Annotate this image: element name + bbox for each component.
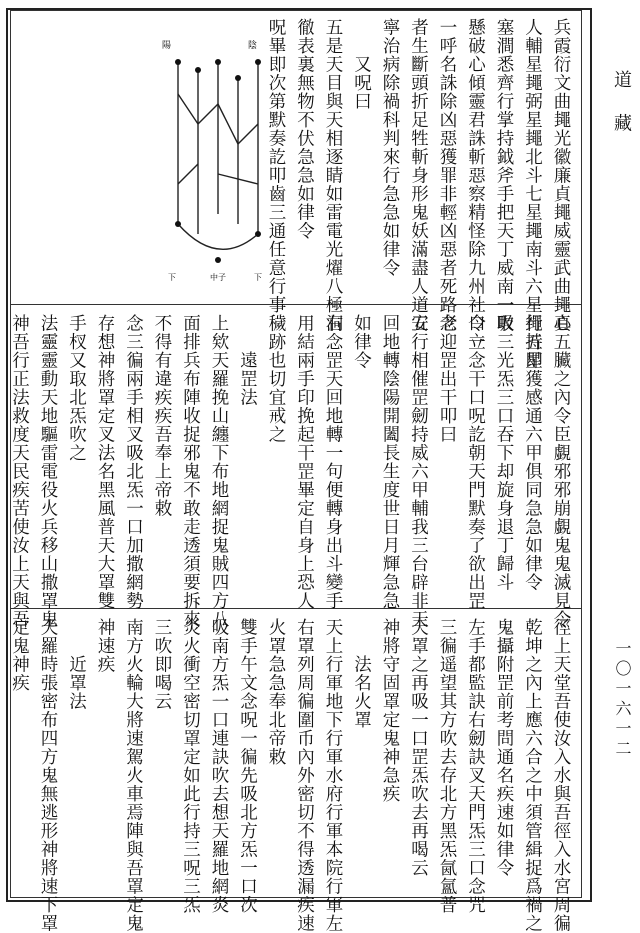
- text-column: 懸破心傾靈君誅斬惡察精怪除九州社令一: [465, 18, 486, 351]
- text-column: 念迎罡出干叩曰: [437, 314, 457, 444]
- text-column: 雙手午文念呪一徧先吸北方炁一口次: [237, 618, 258, 914]
- text-column: 右念罡天回地轉一句便轉身出斗變手: [323, 314, 343, 610]
- diagram-line: [178, 94, 198, 124]
- diagram-curve: [178, 224, 258, 249]
- text-column: 者生斷頭折足牲斬身形鬼妖滿盡人道安: [408, 18, 429, 333]
- text-column: 火罩急急奉北帝敕: [266, 618, 286, 766]
- diagram-line: [218, 104, 238, 144]
- text-column: 手杈又取北炁吹之: [66, 314, 87, 462]
- text-column: 定鬼神疾: [9, 618, 30, 692]
- text-column: 天羅時張密布四方鬼無逃形神將速下罩: [38, 618, 58, 933]
- panel-3: [9, 612, 580, 933]
- text-column: 穢跡也切宜戒之: [266, 314, 286, 444]
- diagram-node: [215, 59, 221, 65]
- text-column: 如律令: [351, 314, 372, 370]
- page-number: 一〇一六一二: [613, 640, 632, 760]
- text-column: 徹表裏無物不伏急急如律令: [294, 18, 315, 240]
- text-column: 寧治病除禍科判來行急急如律令: [380, 18, 400, 277]
- diagram-node: [255, 231, 261, 237]
- text-column: 左手都監訣右劒訣叉天門炁三口念咒: [465, 618, 486, 914]
- text-column: 一呼名誅除凶惡獲罪非輕凶惡者死路老: [437, 18, 457, 333]
- text-column: 法靈靈動天地驅雷電役火兵移山撒罩鬼: [38, 314, 58, 629]
- diagram-node: [175, 221, 181, 227]
- diagram-line: [178, 164, 198, 184]
- step-pattern-diagram: [160, 34, 276, 284]
- diagram-label-bottom-left: 下: [168, 273, 176, 282]
- text-column: 近罩法: [66, 618, 87, 711]
- text-column: 不得有違疾疾吾奉上帝敕: [152, 314, 172, 518]
- panel-3-columns: [5, 618, 574, 933]
- text-column: 天罩之再吸一口罡炁吹去再喝云: [408, 618, 429, 877]
- diagram-label-bottom-right: 下: [254, 273, 262, 282]
- text-column: 南方火輪大將速駕火車焉陣與吾罩定鬼: [123, 618, 144, 933]
- text-column: 呪畢即次第默奏訖叩齒三通任意行事: [266, 18, 286, 314]
- text-column: 行持即獲感通六甲俱同急急如律令: [522, 314, 543, 592]
- text-column: 徑上天堂吾使汝入水與吾徑入水宮周徧: [551, 618, 571, 933]
- text-column: 神吾行正法救度天民疾苦使汝上天與吾: [9, 314, 30, 629]
- text-column: 心五臟之內令臣覷邪邪崩覷鬼鬼滅見令: [551, 314, 571, 629]
- panel-1-columns: [262, 18, 575, 370]
- text-column: 取三光炁三口吞下却旋身退丁歸斗: [494, 314, 514, 592]
- text-column: 五是天目與天相逐睛如雷電光燿八極洞: [323, 18, 343, 333]
- text-column: 吸南方炁一口連訣吹去想天羅地網炎: [209, 618, 229, 914]
- text-column: 遠罡法: [237, 314, 258, 407]
- text-column: 右罩列周徧圍币內外密切不得透漏疾速: [294, 618, 315, 933]
- diagram-line: [198, 104, 218, 124]
- text-column: 法名火罩: [351, 618, 372, 729]
- text-column: 口立念干口呪訖朝天門默奏了欲出罡: [465, 314, 486, 610]
- text-column: 用結兩手印挽起干罡畢定自身上恐人: [294, 314, 315, 610]
- diagram-node: [175, 59, 181, 65]
- diagram-node: [195, 67, 201, 73]
- text-column: 存想神將罩定叉法名黑風普天大罩雙: [95, 314, 115, 610]
- diagram-node: [255, 59, 261, 65]
- text-column: 鬼攝附罡前考問通名疾速如律令: [494, 618, 514, 877]
- diagram-node: [235, 75, 241, 81]
- book-title: 道 藏: [611, 70, 632, 142]
- diagram-line: [238, 124, 258, 144]
- text-column: 上欸天羅挽山纏下布地網捉鬼賊四方八: [209, 314, 229, 629]
- text-column: 塞澗悉齊行掌持鉞斧手把天丁威南一吸: [494, 18, 514, 333]
- diagram-label-yang: 陽: [162, 41, 172, 51]
- text-column: 人輔星䵷弼星䵷北斗七星䵷南斗六星䵷五星: [522, 18, 543, 370]
- text-column: 天上行軍地下行軍水府行軍本院行軍左: [323, 618, 343, 933]
- diagram-label-bottom-mid: 中子: [210, 273, 226, 282]
- diagram-node: [215, 257, 221, 263]
- text-column: 念三徧兩手相叉吸北炁一口加撒網勢: [123, 314, 144, 610]
- text-column: 炎火衝空密切罩定如此行持三呪三炁: [180, 618, 201, 914]
- text-column: 兵霞衍文曲䵷光徽廉貞䵷威靈武曲䵷真: [551, 18, 571, 333]
- text-column: 又呪曰: [351, 18, 372, 111]
- text-column: 面排兵布陣收捉邪鬼不敢走透須要拆來: [180, 314, 201, 629]
- text-column: 乾坤之內上應六合之中須管緝捉爲禍之: [522, 618, 543, 933]
- panel-2: [9, 308, 580, 629]
- text-column: 五行相催罡劒持威六甲輔我三台辟非天: [408, 314, 429, 629]
- text-column: 三徧遥望其方吹去存北方黑炁氤氳普: [437, 618, 457, 914]
- text-column: 神將守固罩定鬼神急疾: [380, 618, 400, 803]
- text-column: 回地轉陰陽開闔長生度世日月輝急急: [380, 314, 400, 610]
- panel-2-columns: [5, 314, 574, 629]
- text-column: 三吹即喝云: [152, 618, 172, 711]
- diagram-label-yin: 陰: [248, 41, 258, 51]
- text-column: 神速疾: [95, 618, 115, 674]
